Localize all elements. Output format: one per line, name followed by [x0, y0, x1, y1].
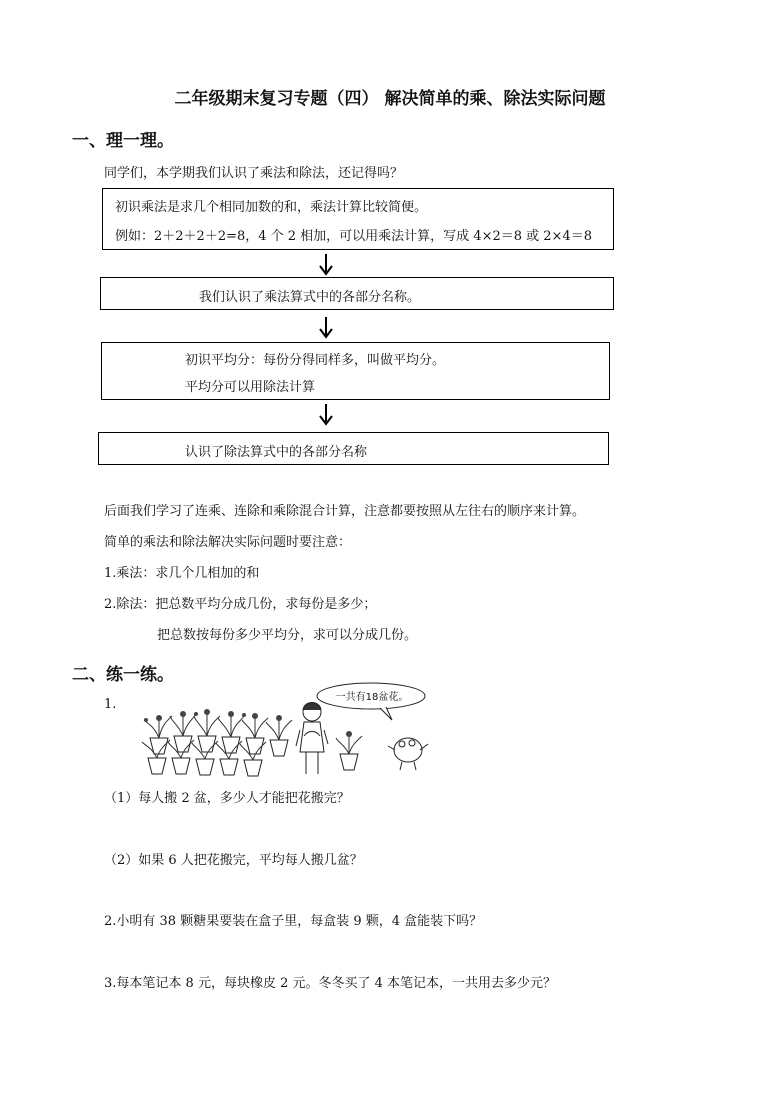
- flow-box-equal-sharing: [101, 342, 610, 400]
- speech-bubble-text: 一共有18盆花。: [335, 692, 409, 703]
- flow-box-multiplication-intro: [102, 188, 614, 250]
- flow-box4-line1: 认识了除法算式中的各部分名称: [185, 445, 368, 460]
- flow-box3-line1: 初识平均分：每份分得同样多，叫做平均分。: [185, 353, 446, 368]
- section2-heading: 二、练一练。: [72, 665, 174, 685]
- down-arrow-icon: [319, 404, 333, 426]
- flow-box2-line1: 我们认识了乘法算式中的各部分名称。: [199, 290, 421, 305]
- section1-item2: 2.除法：把总数平均分成几份，求每份是多少；: [104, 597, 377, 612]
- question1-number: 1.: [104, 697, 117, 712]
- section1-item2b: 把总数按每份多少平均分，求可以分成几份。: [157, 628, 418, 643]
- flow-box-division-parts: [98, 432, 609, 465]
- section1-heading: 一、理一理。: [72, 131, 174, 151]
- flow-box1-line2: 例如：2＋2＋2＋2=8，4 个 2 相加，可以用乘法计算，写成 4×2＝8 或 2×4＝8: [115, 229, 592, 244]
- flow-box3-line2: 平均分可以用除法计算: [185, 380, 316, 395]
- question1-sub2: （2）如果 6 人把花搬完，平均每人搬几盆？: [104, 853, 363, 868]
- page-title: 二年级期末复习专题（四） 解决简单的乘、除法实际问题: [174, 89, 606, 109]
- flow-box1-line1: 初识乘法是求几个相同加数的和，乘法计算比较简便。: [115, 200, 428, 215]
- question2: 2.小明有 38 颗糖果要装在盒子里，每盒装 9 颗，4 盒能装下吗？: [104, 914, 483, 929]
- section1-para1: 后面我们学习了连乘、连除和乘除混合计算，注意都要按照从左往右的顺序来计算。: [104, 504, 586, 519]
- flow-box-multiplication-parts: [100, 277, 614, 310]
- down-arrow-icon: [319, 317, 333, 339]
- section1-intro: 同学们，本学期我们认识了乘法和除法，还记得吗？: [104, 166, 404, 181]
- question1-sub1: （1）每人搬 2 盆，多少人才能把花搬完？: [104, 791, 350, 806]
- down-arrow-icon: [319, 254, 333, 276]
- question3: 3.每本笔记本 8 元，每块橡皮 2 元。冬冬买了 4 本笔记本，一共用去多少元？: [104, 976, 557, 991]
- section1-para2: 简单的乘法和除法解决实际问题时要注意：: [104, 535, 352, 550]
- section1-item1: 1.乘法：求几个几相加的和: [104, 566, 260, 581]
